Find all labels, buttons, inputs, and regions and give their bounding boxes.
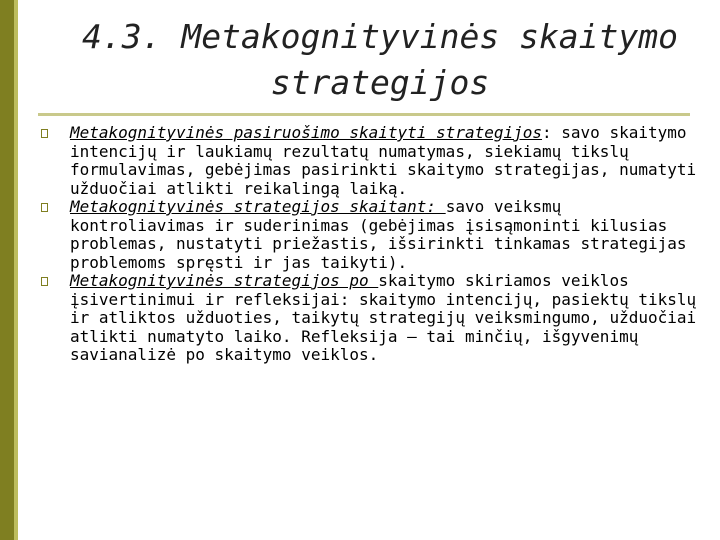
bullet-list bbox=[40, 124, 700, 365]
square-bullet-icon bbox=[41, 277, 48, 286]
slide-title-line-2: strategijos bbox=[270, 63, 490, 102]
bullet-item-after-reading bbox=[40, 272, 700, 365]
square-bullet-icon bbox=[41, 129, 48, 138]
bullet-text: skaitymo skiriamos veiklos įsivertinimui ir refleksijai: skaitymo intencijų, pasiektų tikslų ir atliktos užduoties, taikytų strategijų veiksmingumo, užduočiai atlikti numatyto laiko. Refleksija — tai minčių, išgyvenimų savianalizė po skaitymo veiklos. bbox=[70, 271, 697, 364]
slide-title-line-1: 4.3. Metakognityvinės skaitymo bbox=[81, 17, 679, 56]
bullet-text: : savo skaitymo intencijų ir laukiamų rezultatų numatymas, siekiamų tikslų formulavimas, gebėjimas pasirinkti skaitymo strategijas, numatyti užduočiai atlikti reikalingą laiką. bbox=[70, 123, 697, 198]
slide-title bbox=[40, 14, 720, 106]
bullet-term: Metakognityvinės strategijos skaitant: bbox=[70, 197, 446, 216]
bullet-term: Metakognityvinės pasiruošimo skaityti strategijos bbox=[70, 123, 543, 142]
sidebar-accent-dark bbox=[0, 0, 14, 540]
title-divider bbox=[38, 113, 690, 116]
bullet-item-while-reading bbox=[40, 198, 700, 272]
sidebar-accent-light bbox=[14, 0, 18, 540]
bullet-term: Metakognityvinės strategijos po bbox=[70, 271, 379, 290]
bullet-text: savo veiksmų kontroliavimas ir suderinimas (gebėjimas įsisąmoninti kilusias problemas, nustatyti priežastis, išsirinkti tinkamas strategijas problemoms spręsti ir jas taikyti). bbox=[70, 197, 687, 272]
bullet-item-preparation bbox=[40, 124, 700, 198]
square-bullet-icon bbox=[41, 203, 48, 212]
